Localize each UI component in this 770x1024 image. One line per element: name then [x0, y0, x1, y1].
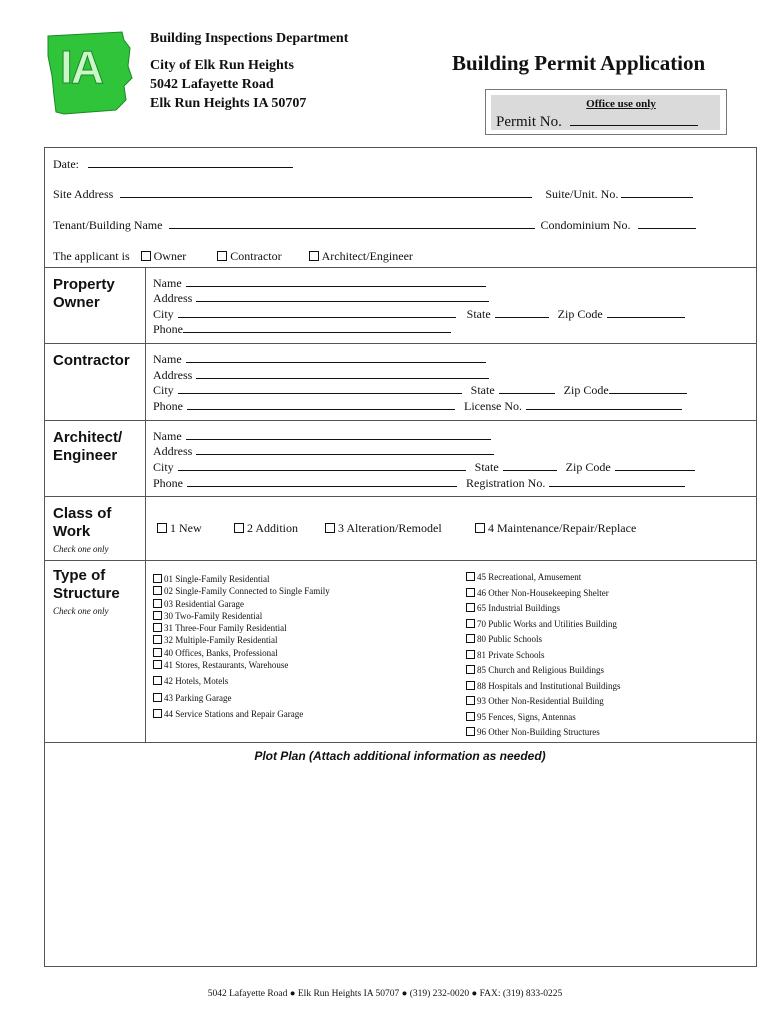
owner-state-field[interactable]	[495, 307, 549, 318]
structure-item[interactable]: 70 Public Works and Utilities Building	[466, 617, 621, 633]
city-name: City of Elk Run Heights	[150, 58, 294, 73]
contractor-address-field[interactable]	[196, 368, 489, 379]
architect-address-label: Address	[153, 444, 193, 458]
contractor-option-label: Contractor	[230, 249, 282, 263]
footer-fax: FAX: (319) 833-0225	[479, 989, 563, 999]
site-address-field[interactable]	[120, 187, 532, 198]
structure-item[interactable]: 40 Offices, Banks, Professional	[153, 647, 330, 659]
structure-item[interactable]: 44 Service Stations and Repair Garage	[153, 708, 330, 720]
footer-address: 5042 Lafayette Road	[207, 989, 288, 999]
structure-left-list	[153, 573, 330, 720]
structure-item[interactable]: 01 Single-Family Residential	[153, 573, 330, 585]
date-field[interactable]	[88, 157, 293, 168]
architect-zip-label: Zip Code	[565, 460, 611, 474]
suite-label: Suite/Unit. No.	[545, 187, 619, 201]
department-name: Building Inspections Department	[150, 31, 349, 46]
structure-item[interactable]: 88 Hospitals and Institutional Buildings	[466, 679, 621, 695]
class-new-checkbox[interactable]	[157, 523, 167, 533]
structure-item[interactable]: 02 Single-Family Connected to Single Family	[153, 585, 330, 597]
architect-phone-field[interactable]	[187, 476, 457, 487]
architect-heading: Architect/ Engineer	[53, 429, 123, 464]
street-address: 5042 Lafayette Road	[150, 77, 274, 92]
contractor-city-field[interactable]	[178, 383, 462, 394]
contractor-zip-field[interactable]	[609, 383, 687, 394]
structure-item[interactable]: 81 Private Schools	[466, 648, 621, 664]
architect-checkbox[interactable]	[309, 251, 319, 261]
contractor-state-label: State	[470, 383, 495, 397]
bullet-icon: ●	[401, 989, 408, 999]
structure-item[interactable]: 31 Three-Four Family Residential	[153, 622, 330, 634]
bullet-icon: ●	[471, 989, 478, 999]
structure-item[interactable]: 03 Residential Garage	[153, 598, 330, 610]
structure-heading: Type of Structure	[53, 567, 120, 602]
office-use-label: Office use only	[586, 98, 656, 110]
structure-item[interactable]: 93 Other Non-Residential Building	[466, 694, 621, 710]
owner-city-label: City	[153, 307, 174, 321]
architect-phone-label: Phone	[153, 476, 183, 490]
architect-option-label: Architect/Engineer	[321, 249, 413, 263]
class-option-label: 1 New	[170, 521, 202, 535]
permit-number-field[interactable]	[570, 115, 698, 126]
class-of-work-note: Check one only	[53, 544, 109, 554]
owner-city-field[interactable]	[178, 307, 456, 318]
architect-state-label: State	[474, 460, 499, 474]
page-title: Building Permit Application	[452, 51, 706, 75]
class-option-label: 3 Alteration/Remodel	[338, 521, 442, 535]
class-maintenance-checkbox[interactable]	[475, 523, 485, 533]
class-alteration-checkbox[interactable]	[325, 523, 335, 533]
contractor-license-field[interactable]	[526, 399, 682, 410]
structure-item[interactable]: 32 Multiple-Family Residential	[153, 634, 330, 646]
structure-item[interactable]: 45 Recreational, Amusement	[466, 570, 621, 586]
footer-city: Elk Run Heights IA 50707	[297, 989, 400, 999]
contractor-address-label: Address	[153, 368, 193, 382]
structure-item[interactable]: 41 Stores, Restaurants, Warehouse	[153, 659, 330, 671]
structure-item[interactable]: 43 Parking Garage	[153, 692, 330, 704]
iowa-logo	[44, 26, 134, 118]
structure-item[interactable]: 85 Church and Religious Buildings	[466, 663, 621, 679]
contractor-license-label: License No.	[464, 399, 522, 413]
property-owner-heading: Property Owner	[53, 276, 115, 311]
owner-zip-field[interactable]	[607, 307, 685, 318]
structure-note: Check one only	[53, 606, 109, 616]
contractor-checkbox[interactable]	[217, 251, 227, 261]
structure-item[interactable]: 42 Hotels, Motels	[153, 675, 330, 687]
architect-name-field[interactable]	[186, 429, 491, 440]
plot-plan-title: Plot Plan (Attach additional information as needed)	[254, 749, 546, 763]
contractor-city-label: City	[153, 383, 174, 397]
structure-item[interactable]: 46 Other Non-Housekeeping Shelter	[466, 586, 621, 602]
suite-field[interactable]	[621, 187, 693, 198]
architect-zip-field[interactable]	[615, 460, 695, 471]
architect-registration-field[interactable]	[549, 476, 685, 487]
owner-zip-label: Zip Code	[557, 307, 603, 321]
architect-name-label: Name	[153, 429, 182, 443]
structure-item[interactable]: 30 Two-Family Residential	[153, 610, 330, 622]
architect-city-label: City	[153, 460, 174, 474]
tenant-field[interactable]	[169, 218, 535, 229]
owner-phone-field[interactable]	[183, 322, 451, 333]
footer-phone: (319) 232-0020	[409, 989, 470, 999]
class-option-label: 4 Maintenance/Repair/Replace	[488, 521, 637, 535]
contractor-phone-label: Phone	[153, 399, 183, 413]
contractor-phone-field[interactable]	[187, 399, 455, 410]
owner-address-label: Address	[153, 291, 193, 305]
structure-item[interactable]: 65 Industrial Buildings	[466, 601, 621, 617]
footer	[0, 989, 770, 999]
owner-option-label: Owner	[153, 249, 187, 263]
contractor-name-field[interactable]	[186, 352, 486, 363]
class-option-label: 2 Addition	[247, 521, 299, 535]
structure-item[interactable]: 96 Other Non-Building Structures	[466, 725, 621, 741]
structure-right-list	[466, 570, 621, 741]
architect-registration-label: Registration No.	[466, 476, 546, 490]
owner-state-label: State	[466, 307, 491, 321]
class-of-work-heading: Class of Work	[53, 505, 112, 540]
architect-city-field[interactable]	[178, 460, 466, 471]
architect-address-field[interactable]	[196, 444, 494, 455]
owner-name-field[interactable]	[186, 276, 486, 287]
contractor-state-field[interactable]	[499, 383, 555, 394]
class-addition-checkbox[interactable]	[234, 523, 244, 533]
logo-text: IA	[60, 41, 102, 93]
site-address-label: Site Address	[53, 187, 114, 201]
applicant-is-label: The applicant is	[53, 249, 130, 263]
structure-item[interactable]: 80 Public Schools	[466, 632, 621, 648]
office-use-box	[485, 89, 727, 135]
owner-name-label: Name	[153, 276, 182, 290]
city-state-zip: Elk Run Heights IA 50707	[150, 96, 307, 111]
condo-field[interactable]	[638, 218, 696, 229]
condo-label: Condominium No.	[540, 218, 631, 232]
permit-number-label: Permit No.	[496, 114, 562, 130]
tenant-label: Tenant/Building Name	[53, 218, 163, 232]
date-label: Date:	[53, 157, 79, 171]
bullet-icon: ●	[289, 989, 296, 999]
structure-item[interactable]: 95 Fences, Signs, Antennas	[466, 710, 621, 726]
plot-plan-area[interactable]	[46, 770, 754, 962]
owner-address-field[interactable]	[196, 291, 489, 302]
contractor-name-label: Name	[153, 352, 182, 366]
architect-state-field[interactable]	[503, 460, 557, 471]
contractor-heading: Contractor	[53, 352, 130, 369]
owner-phone-label: Phone	[153, 322, 183, 336]
owner-checkbox[interactable]	[141, 251, 151, 261]
contractor-zip-label: Zip Code	[563, 383, 609, 397]
